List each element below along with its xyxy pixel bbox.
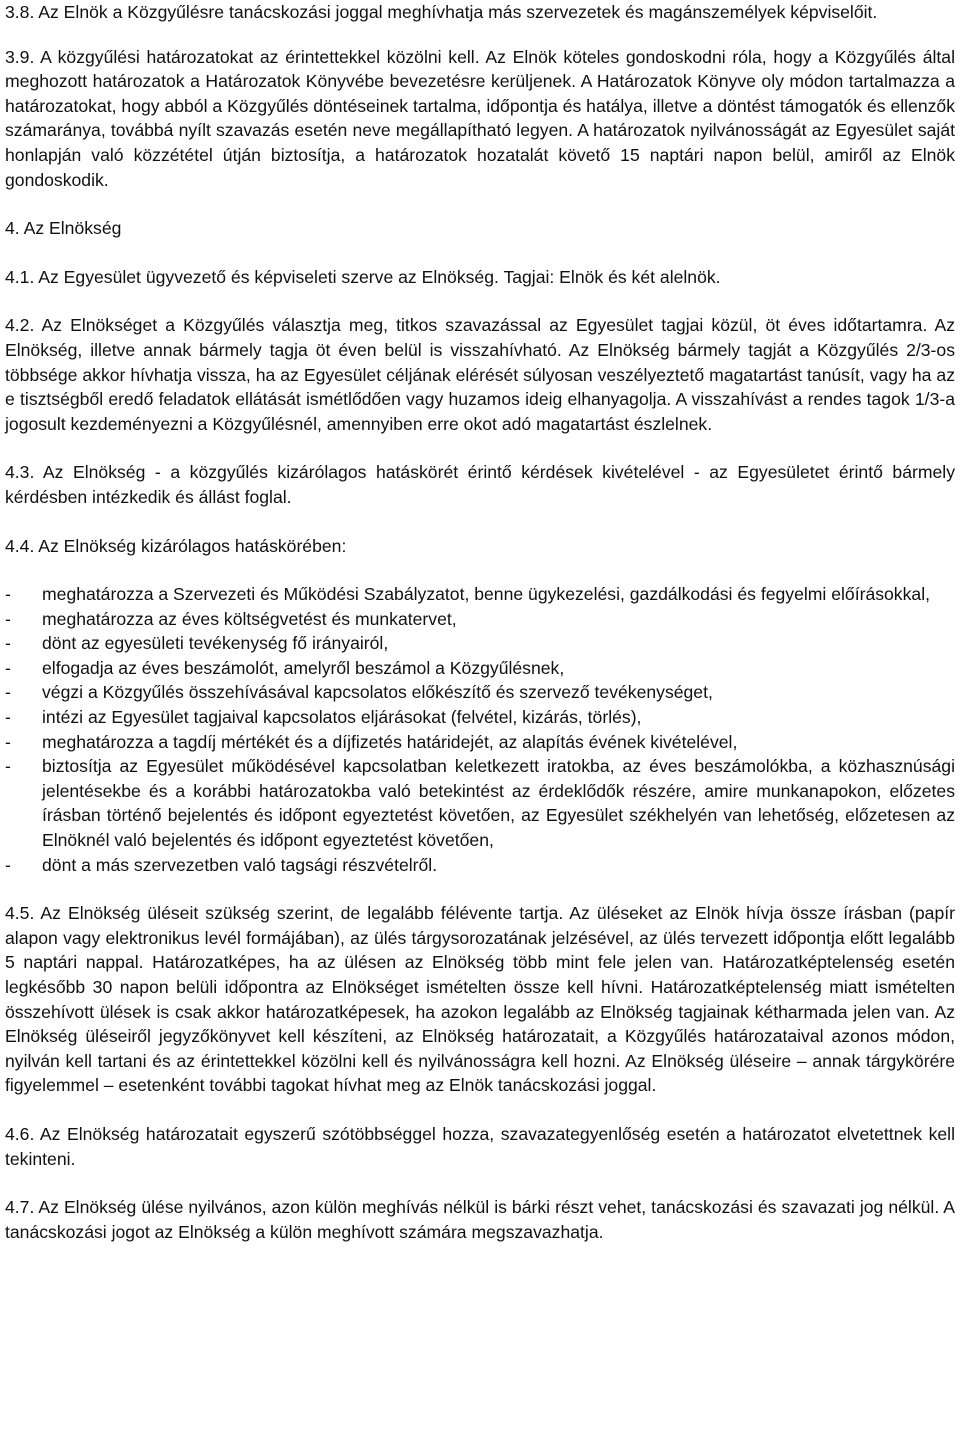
list-item — [5, 730, 955, 755]
paragraph-4-7: 4.7. Az Elnökség ülése nyilvános, azon külön meghívás nélkül is bárki részt vehet, tanácskozási és szavazati jog nélkül. A tanácskozási jogot az Elnökség a külön meghívott számára megszavazhatja. — [5, 1197, 955, 1242]
list-item-text: elfogadja az éves beszámolót, amelyről beszámol a Közgyűlésnek, — [42, 657, 565, 678]
list-dash: - — [5, 657, 11, 678]
list-item-text: intézi az Egyesület tagjaival kapcsolatos eljárásokat (felvétel, kizárás, törlés), — [42, 707, 642, 728]
list-dash: - — [5, 608, 11, 629]
list-item-text: dönt az egyesületi tevékenység fő irányairól, — [42, 633, 389, 654]
list-dash: - — [5, 584, 11, 605]
paragraph-3-8: 3.8. Az Elnök a Közgyűlésre tanácskozási joggal meghívhatja más szervezetek és magánszemélyek képviselőit. — [5, 2, 878, 22]
list-dash: - — [5, 854, 11, 875]
list-item-text: biztosítja az Egyesület működésével kapcsolatban keletkezett iratokba, az éves beszámolókba, a közhasznúsági jelentésekbe és a korábbi határozatokba való betekintést az érdeklődők részére, amire munkanapokon, előzetes írásban történő bejelentés és időpont egyeztetést követően, az Egyesület székhelyén van lehetőség, előzetesen az Elnöknél való bejelentés és időpont egyeztetést követően, — [42, 756, 955, 851]
paragraph-3-9: 3.9. A közgyűlési határozatokat az érintettekkel közölni kell. Az Elnök köteles gondoskodni róla, hogy a Közgyűlés által meghozott határozatok a Határozatok Könyvébe bevezetésre kerüljenek. A Határozatok Könyve oly módon tartalmazza a határozatokat, hogy abból a Közgyűlés döntéseinek tartalma, időpontja és hatálya, illetve a döntést támogatók és ellenzők számaránya, továbbá nyílt szavazás esetén neve megállapítható legyen. A határozatok nyilvánosságát az Egyesület saját honlapján való közzététel útján biztosítja, a határozatok hozatalát követő 15 naptári napon belül, amiről az Elnök gondoskodik. — [5, 46, 955, 190]
list-dash: - — [5, 731, 11, 752]
list-dash: - — [5, 756, 11, 777]
list-item — [5, 607, 955, 632]
list-item — [5, 680, 955, 705]
list-item-text: végzi a Közgyűlés összehívásával kapcsolatos előkészítő és szervező tevékenységet, — [42, 682, 713, 703]
document-page — [5, 0, 955, 1244]
list-item — [5, 705, 955, 730]
list-item-text: meghatározza a tagdíj mértékét és a díjfizetés határidejét, az alapítás évének kivételével, — [42, 731, 738, 752]
list-item-text: meghatározza az éves költségvetést és munkatervet, — [42, 608, 457, 629]
paragraph-4-3: 4.3. Az Elnökség - a közgyűlés kizárólagos hatáskörét érintő kérdések kivételével - az Egyesületet érintő bármely kérdésben intézkedik és állást foglal. — [5, 462, 955, 507]
list-item-text: meghatározza a Szervezeti és Működési Szabályzatot, benne ügykezelési, gazdálkodási és fegyelmi előírásokkal, — [42, 584, 930, 605]
list-dash: - — [5, 682, 11, 703]
list-item-text: dönt a más szervezetben való tagsági részvételről. — [42, 854, 438, 875]
list-dash: - — [5, 633, 11, 654]
list-dash: - — [5, 707, 11, 728]
section-heading-elnokseg: 4. Az Elnökség — [5, 218, 122, 239]
list-item — [5, 582, 955, 607]
paragraph-4-2: 4.2. Az Elnökséget a Közgyűlés választja meg, titkos szavazással az Egyesület tagjai közül, öt éves időtartamra. Az Elnökség, illetve annak bármely tagja öt éven belül is visszahívható. Az Elnökség bármely tagját a Közgyűlés 2/3-os többsége akkor hívhatja vissza, ha az Egyesület céljának elérését súlyosan veszélyeztető magatartást tanúsít, vagy ha az e tisztségből eredő feladatok ellátását ismétlődően vagy huzamos ideig elhanyagolja. A visszahívást a rendes tagok 1/3-a jogosult kezdeményezni a Közgyűlésnél, amennyiben erre okot adó magatartást észlelnek. — [5, 315, 955, 434]
list-item — [5, 656, 955, 681]
paragraph-4-4: 4.4. Az Elnökség kizárólagos hatáskörében: — [5, 535, 347, 556]
list-item — [5, 631, 955, 656]
powers-list — [5, 582, 955, 877]
list-item — [5, 754, 955, 852]
paragraph-4-5: 4.5. Az Elnökség üléseit szükség szerint, de legalább félévente tartja. Az üléseket az Elnök hívja össze írásban (papír alapon vagy elektronikus levél formájában), az ülés tárgysorozatának jelzésével, az ülés tervezett időpontja előtt legalább 5 naptári nappal. Határozatképes, ha az ülésen az Elnökség több mint fele jelen van. Határozatképtelenség esetén legkésőbb 30 napon belüli időpontra az Elnökséget ismételten össze kell hívni. Határozatképtelenség miatt ismételten összehívott ülések is csak akkor határozatképesek, ha azokon legalább az Elnökség tagjainak kétharmada jelen van. Az Elnökség üléseiről jegyzőkönyvet kell készíteni, az Elnökség határozatait, a Közgyűlés határozataival azonos módon, nyilván kell tartani és az érintettekkel közölni kell és nyilvánosságra kell hozni. Az Elnökség üléseire – annak tárgykörére figyelemmel – esetenként további tagokat hívhat meg az Elnök tanácskozási joggal. — [5, 903, 955, 1096]
list-item — [5, 853, 955, 878]
paragraph-4-6: 4.6. Az Elnökség határozatait egyszerű szótöbbséggel hozza, szavazategyenlőség esetén a határozatot elvetettnek kell tekinteni. — [5, 1123, 955, 1169]
paragraph-4-1: 4.1. Az Egyesület ügyvezető és képviseleti szerve az Elnökség. Tagjai: Elnök és két alelnök. — [5, 266, 721, 287]
